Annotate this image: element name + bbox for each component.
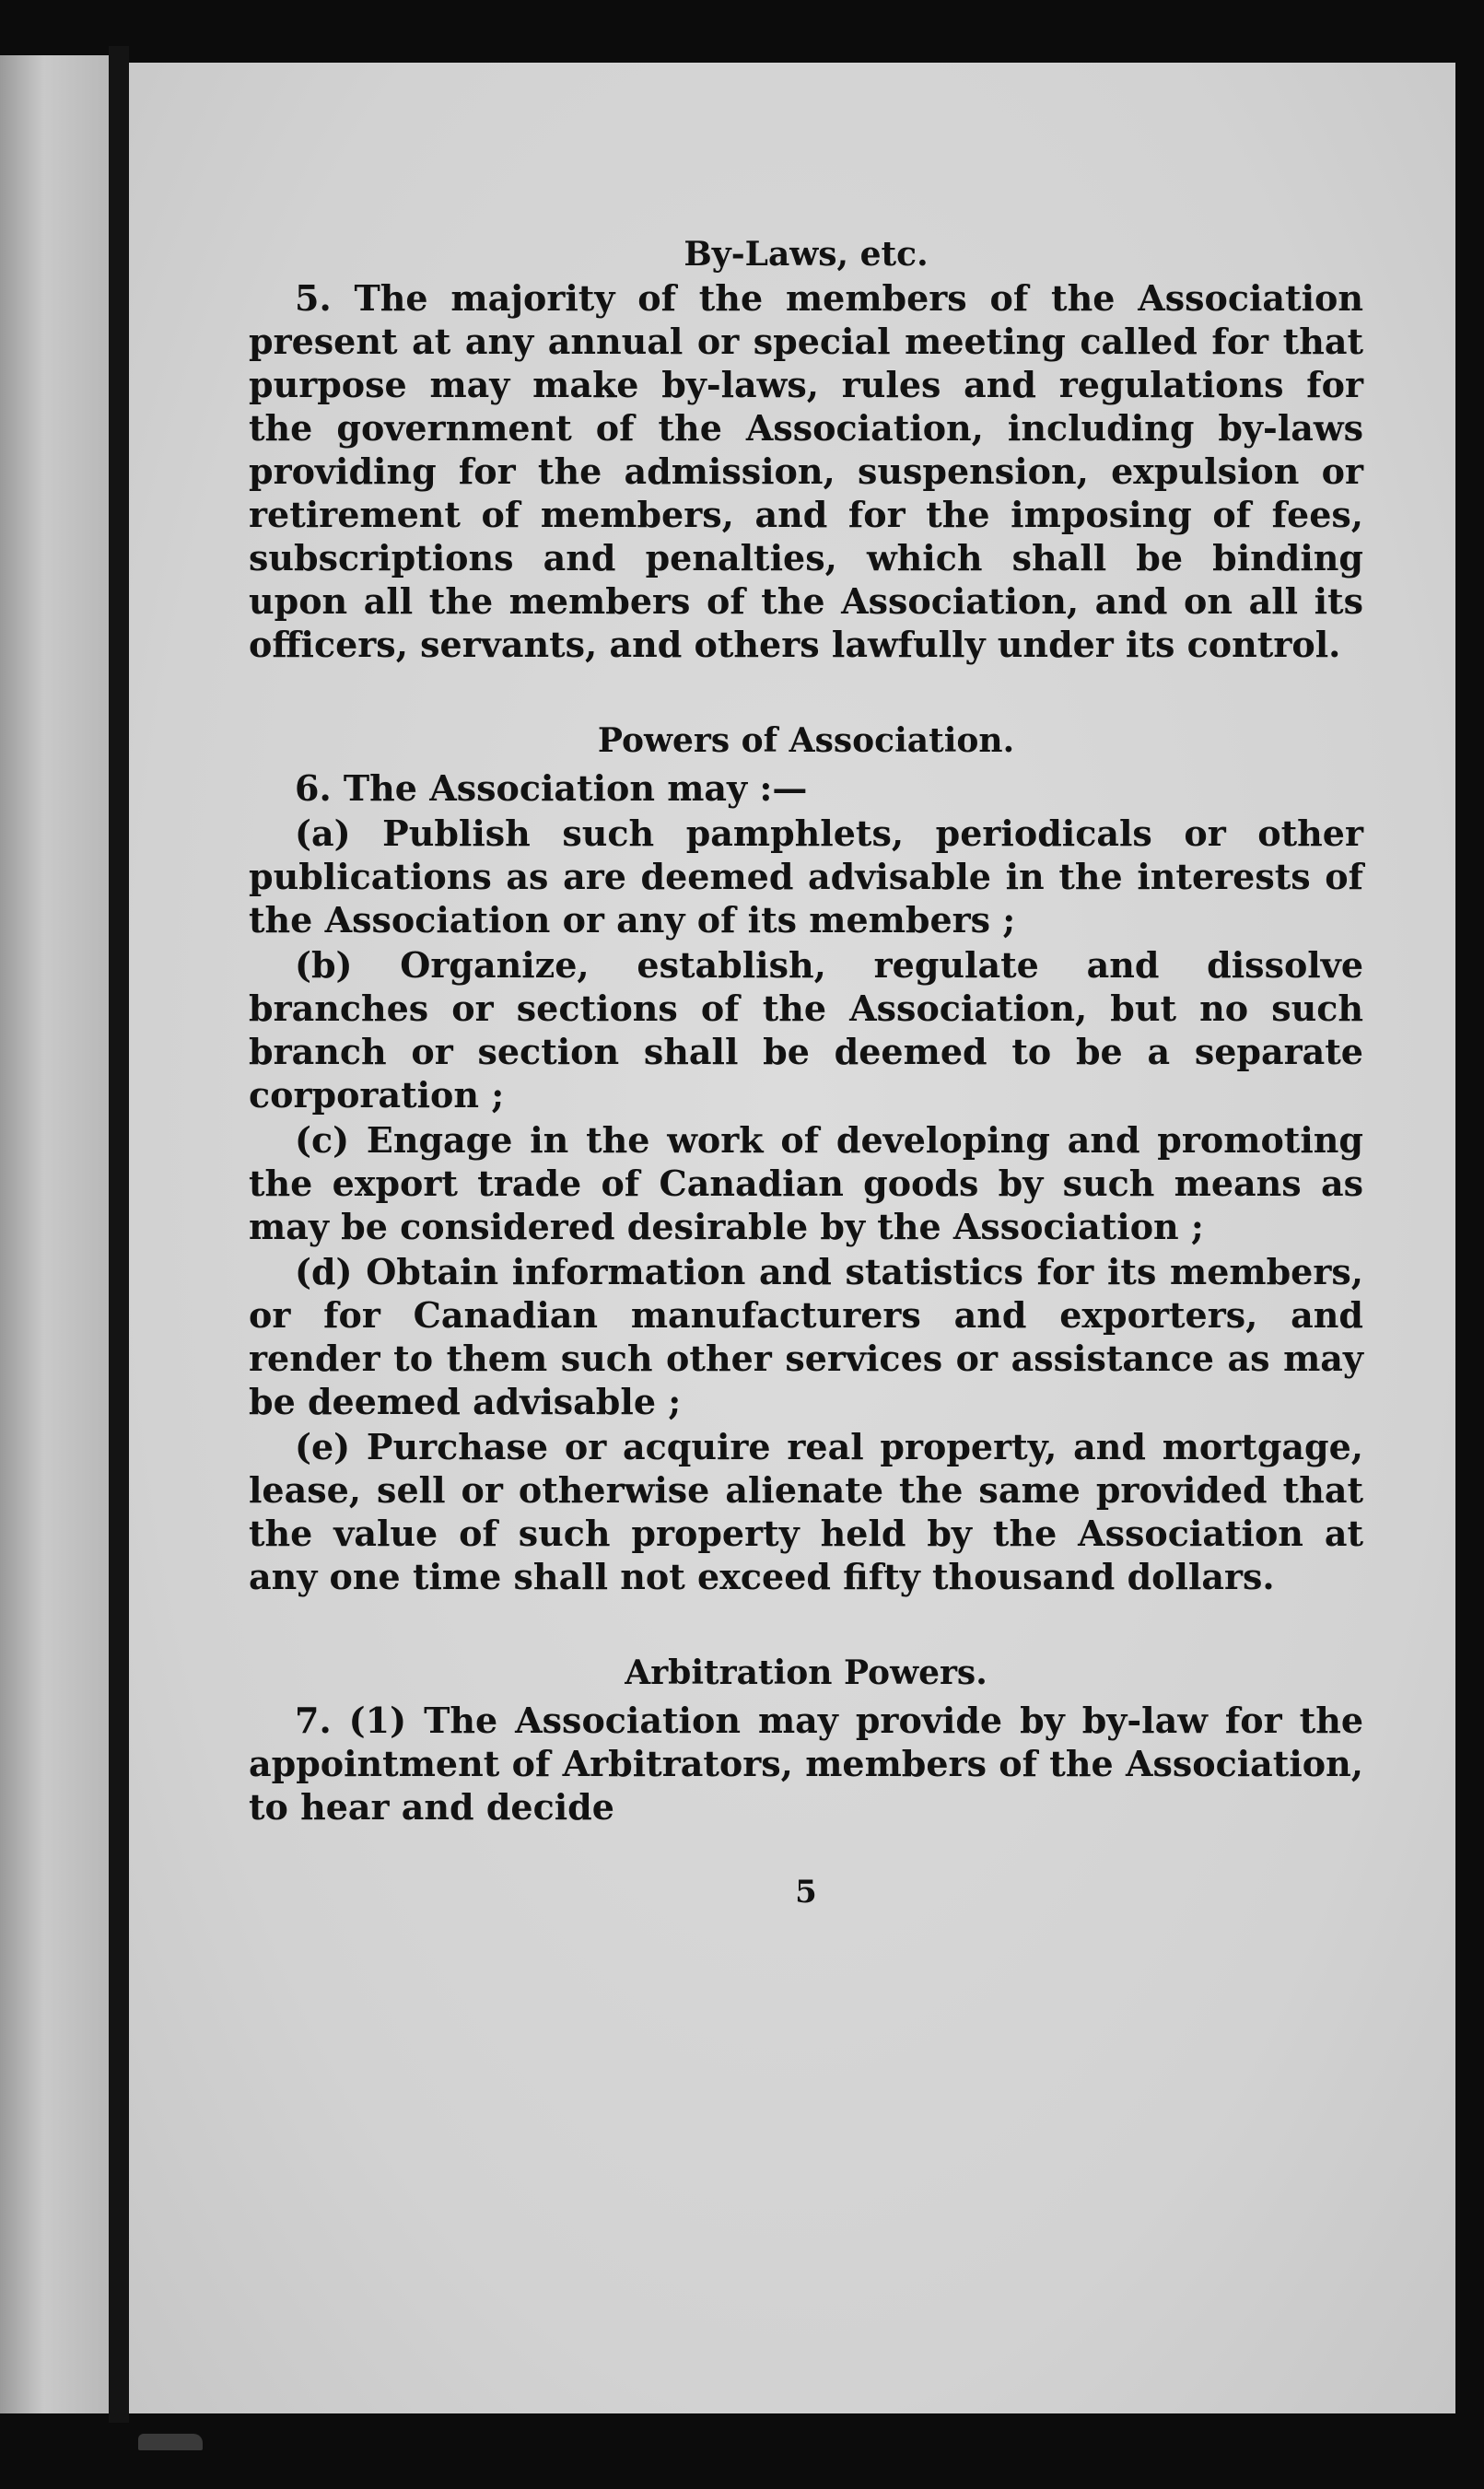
paragraph-section-6-e: (e) Purchase or acquire real property, and mortgage, lease, sell or otherwise alienate the same provided that the value of such property held by the Association at any one time shall not exceed fifty thousand dollars.: [249, 1426, 1363, 1597]
heading-arbitration-powers: Arbitration Powers.: [625, 1653, 987, 1692]
paragraph-section-5: 5. The majority of the members of the Association present at any annual or special meeting called for that purpose may make by-laws, rules and regulations for the government of the Association, including by-laws providing for the admission, suspension, expulsion or retirement of members, and for the imposing of fees, subscriptions and penalties, which shall be binding upon all the members of the Association, and on all its officers, servants, and others lawfully under its control.: [249, 277, 1363, 665]
document-page: [129, 63, 1455, 2413]
scan-artifact: [138, 2434, 203, 2450]
heading-powers-of-association: Powers of Association.: [597, 721, 1015, 760]
paragraph-section-6-b: (b) Organize, establish, regulate and dissolve branches or sections of the Association, but no such branch or section shall be deemed to be a separate corporation ;: [249, 944, 1363, 1116]
paragraph-section-6-c: (c) Engage in the work of developing and promoting the export trade of Canadian goods by such means as may be considered desirable by the Association ;: [249, 1119, 1363, 1247]
page-content: [249, 233, 1363, 1914]
adjacent-page-edge: [0, 55, 111, 2413]
paragraph-section-7: 7. (1) The Association may provide by by-law for the appointment of Arbitrators, members of the Association, to hear and decide: [249, 1700, 1363, 1828]
paragraph-section-6-intro: 6. The Association may :—: [295, 767, 808, 809]
binding-gutter: [109, 46, 129, 2423]
page-number: 5: [795, 1874, 817, 1911]
heading-by-laws: By-Laws, etc.: [684, 235, 929, 274]
paragraph-section-6-d: (d) Obtain information and statistics for its members, or for Canadian manufacturers and exporters, and render to them such other services or assistance as may be deemed advisable ;: [249, 1251, 1363, 1422]
paragraph-section-6-a: (a) Publish such pamphlets, periodicals or other publications as are deemed advisable in the interests of the Association or any of its members ;: [249, 812, 1363, 941]
